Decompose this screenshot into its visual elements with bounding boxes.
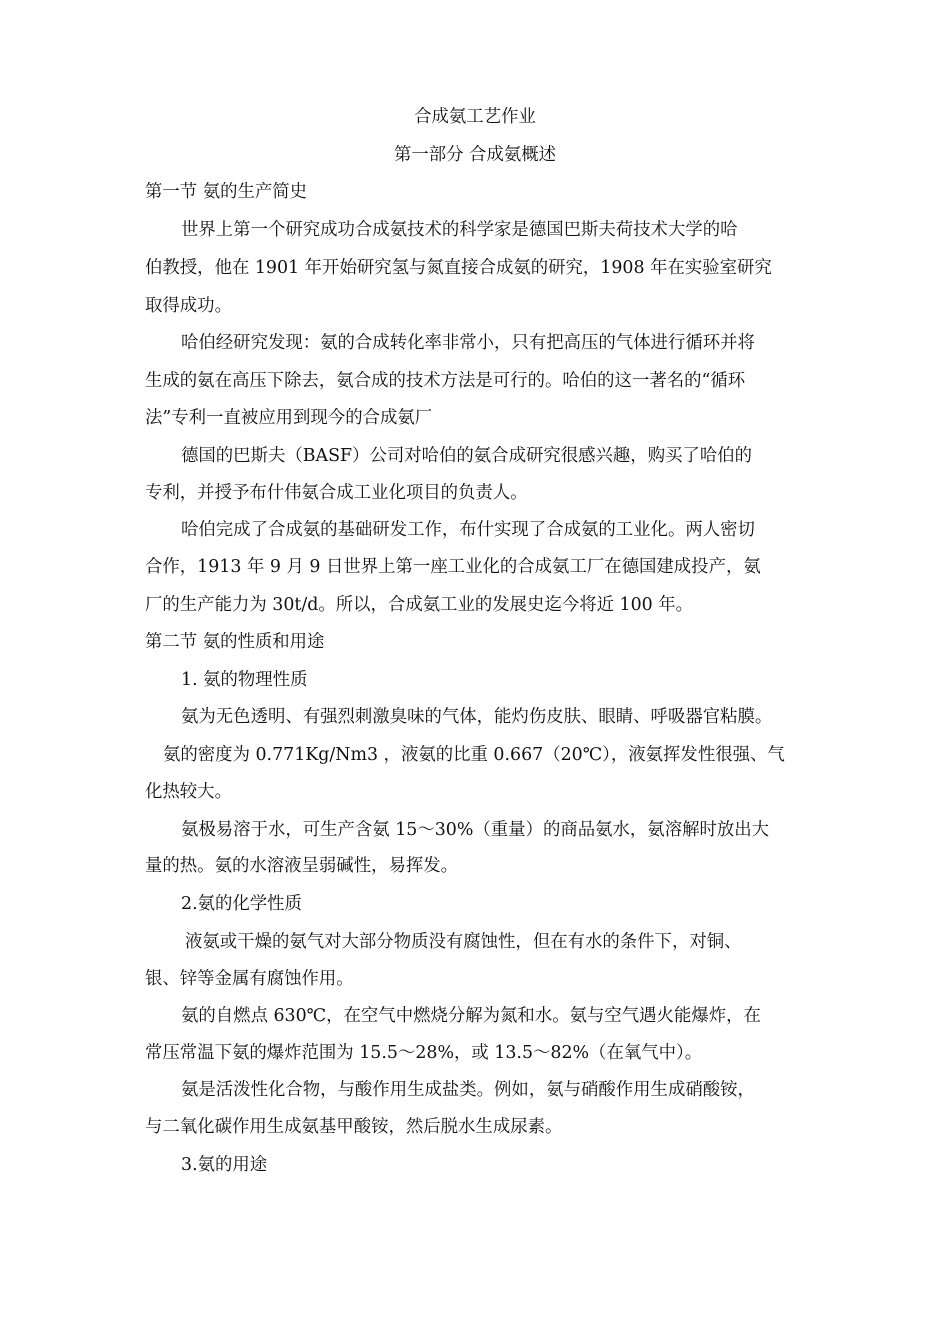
paragraph-line: 银、锌等金属有腐蚀作用。 xyxy=(145,969,354,989)
paragraph-line: 与二氧化碳作用生成氨基甲酸铵，然后脱水生成尿素。 xyxy=(145,1117,563,1137)
paragraph-line: 氨的自燃点 630℃，在空气中燃烧分解为氮和水。氨与空气遇火能爆炸，在 xyxy=(181,1006,761,1026)
subsection-heading: 2.氨的化学性质 xyxy=(181,894,302,914)
subsection-heading: 3.氨的用途 xyxy=(181,1155,268,1175)
paragraph-line: 哈伯完成了合成氨的基础研发工作，布什实现了合成氨的工业化。两人密切 xyxy=(181,520,755,540)
paragraph-line: 液氨或干燥的氨气对大部分物质没有腐蚀性，但在有水的条件下，对铜、 xyxy=(185,932,742,952)
paragraph-line: 常压常温下氨的爆炸范围为 15.5～28%，或 13.5～82%（在氧气中）。 xyxy=(145,1043,703,1063)
section-heading-1: 第一节 氨的生产简史 xyxy=(145,182,308,202)
paragraph-line: 德国的巴斯夫（BASF）公司对哈伯的氨合成研究很感兴趣，购买了哈伯的 xyxy=(181,446,753,466)
paragraph-line: 取得成功。 xyxy=(145,296,232,316)
paragraph-line: 氨极易溶于水，可生产含氨 15～30%（重量）的商品氨水，氨溶解时放出大 xyxy=(181,820,770,840)
document-title: 合成氨工艺作业 xyxy=(414,107,536,127)
paragraph-line: 世界上第一个研究成功合成氨技术的科学家是德国巴斯夫荷技术大学的哈 xyxy=(181,220,738,240)
paragraph-line: 氨是活泼性化合物，与酸作用生成盐类。例如，氨与硝酸作用生成硝酸铵， xyxy=(181,1080,755,1100)
paragraph-line: 合作，1913 年 9 月 9 日世界上第一座工业化的合成氨工厂在德国建成投产，氨 xyxy=(145,557,761,577)
paragraph-line: 生成的氨在高压下除去，氨合成的技术方法是可行的。哈伯的这一著名的“循环 xyxy=(145,371,746,391)
paragraph-line: 伯教授，他在 1901 年开始研究氢与氮直接合成氨的研究，1908 年在实验室研究 xyxy=(145,258,772,278)
paragraph-line: 哈伯经研究发现：氨的合成转化率非常小，只有把高压的气体进行循环并将 xyxy=(181,333,755,353)
part-title: 第一部分 合成氨概述 xyxy=(393,145,557,165)
paragraph-line: 厂的生产能力为 30t/d。所以，合成氨工业的发展史迄今将近 100 年。 xyxy=(145,595,694,615)
section-heading-2: 第二节 氨的性质和用途 xyxy=(145,632,325,652)
paragraph-line: 氨的密度为 0.771Kg/Nm3 ，液氨的比重 0.667（20℃），液氨挥发性很强、气 xyxy=(163,745,785,765)
paragraph-line: 专利，并授予布什伟氨合成工业化项目的负责人。 xyxy=(145,483,528,503)
paragraph-line: 法”专利一直被应用到现今的合成氨厂 xyxy=(145,408,433,428)
paragraph-line: 量的热。氨的水溶液呈弱碱性，易挥发。 xyxy=(145,856,459,876)
subsection-heading: 1. 氨的物理性质 xyxy=(181,670,308,690)
paragraph-line: 化热较大。 xyxy=(145,782,232,802)
paragraph-line: 氨为无色透明、有强烈刺激臭味的气体，能灼伤皮肤、眼睛、呼吸器官粘膜。 xyxy=(181,707,773,727)
